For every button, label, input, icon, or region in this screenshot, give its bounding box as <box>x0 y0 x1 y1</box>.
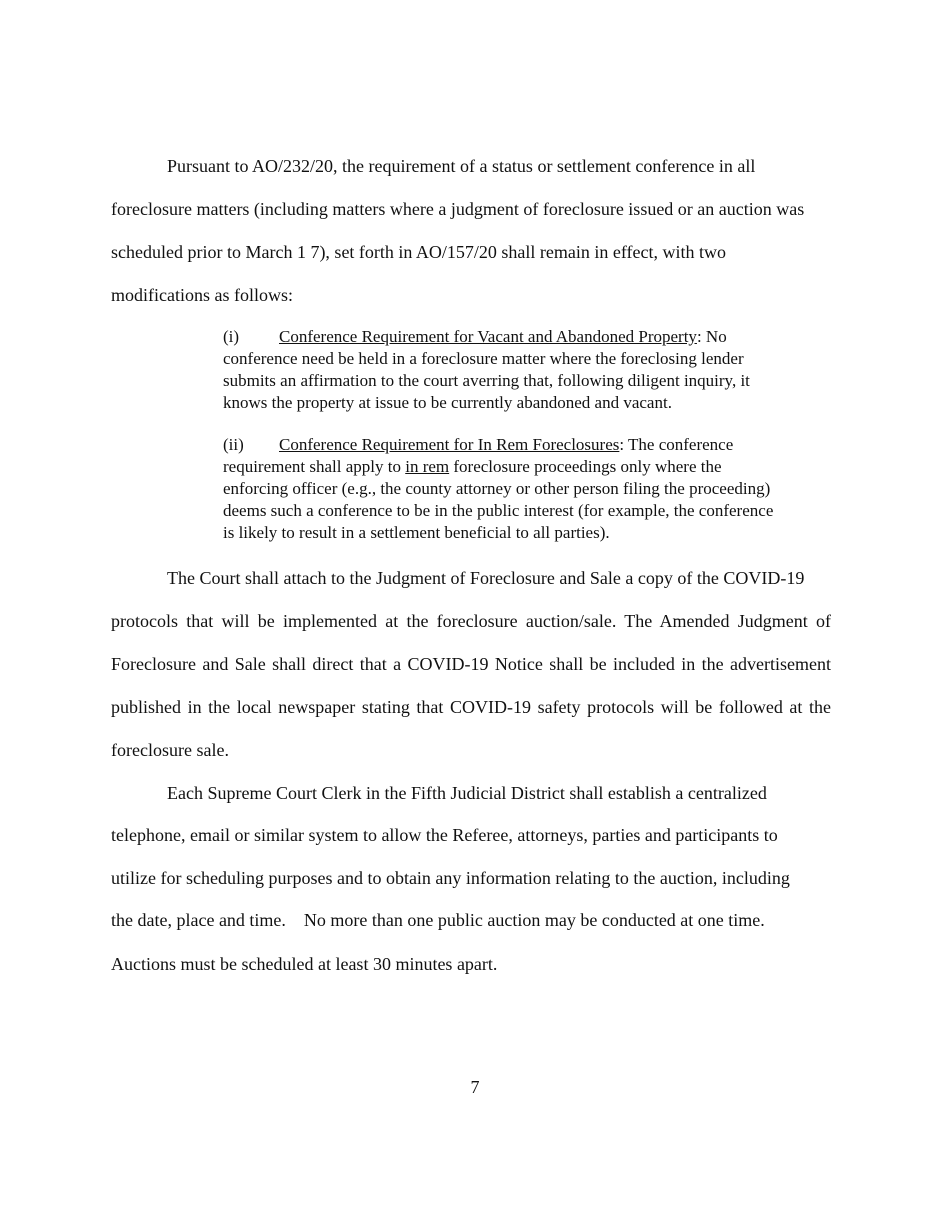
item-i-first-rest: : No <box>696 327 727 346</box>
item-ii-number: (ii) <box>223 435 244 454</box>
paragraph-2-line-4: published in the local newspaper stating that COVID-19 safety protocols will be followed at the <box>111 697 831 717</box>
paragraph-2-line-5: foreclosure sale. <box>111 740 229 760</box>
item-ii-line-1 <box>223 434 833 456</box>
paragraph-2-line-2: protocols that will be implemented at the foreclosure auction/sale. The Amended Judgment of <box>111 611 831 631</box>
item-ii-line-2-pre: requirement shall apply to <box>223 457 406 476</box>
paragraph-3-line-3: utilize for scheduling purposes and to obtain any information relating to the auction, including <box>111 868 790 888</box>
item-i-number: (i) <box>223 327 240 346</box>
item-i-line-3: submits an affirmation to the court averring that, following diligent inquiry, it <box>223 371 750 390</box>
item-ii-line-2-post: foreclosure proceedings only where the <box>449 457 722 476</box>
paragraph-3-line-2: telephone, email or similar system to allow the Referee, attorneys, parties and participants to <box>111 825 778 845</box>
item-ii-first-rest: : The conference <box>619 435 734 454</box>
item-ii-line-5: is likely to result in a settlement beneficial to all parties). <box>223 523 610 542</box>
item-i-line-4: knows the property at issue to be currently abandoned and vacant. <box>223 393 672 412</box>
paragraph-1-line-2: foreclosure matters (including matters where a judgment of foreclosure issued or an auction was <box>111 199 805 219</box>
paragraph-3-line-1: Each Supreme Court Clerk in the Fifth Judicial District shall establish a centralized <box>167 783 767 803</box>
item-i-line-2: conference need be held in a foreclosure matter where the foreclosing lender <box>223 349 744 368</box>
item-ii-line-4: deems such a conference to be in the public interest (for example, the conference <box>223 501 774 520</box>
item-i-heading: Conference Requirement for Vacant and Abandoned Property <box>279 327 697 346</box>
item-ii-line-2 <box>223 456 833 478</box>
paragraph-3-line-5: Auctions must be scheduled at least 30 minutes apart. <box>111 954 498 974</box>
paragraph-2-line-1: The Court shall attach to the Judgment of Foreclosure and Sale a copy of the COVID-19 <box>167 568 805 588</box>
page-number: 7 <box>470 1077 480 1097</box>
paragraph-3-line-4: the date, place and time. No more than one public auction may be conducted at one time. <box>111 910 765 930</box>
item-ii-in-rem: in rem <box>405 457 450 476</box>
item-ii-line-3: enforcing officer (e.g., the county attorney or other person filing the proceeding) <box>223 479 771 498</box>
paragraph-1-line-1: Pursuant to AO/232/20, the requirement of a status or settlement conference in all <box>167 156 756 176</box>
paragraph-1-line-4: modifications as follows: <box>111 285 293 305</box>
item-i-line-1 <box>223 326 833 348</box>
paragraph-1-line-3: scheduled prior to March 1 7), set forth in AO/157/20 shall remain in effect, with two <box>111 242 727 262</box>
paragraph-2-line-3: Foreclosure and Sale shall direct that a COVID-19 Notice shall be included in the advertisement <box>111 654 831 674</box>
item-ii-heading: Conference Requirement for In Rem Foreclosures <box>279 435 620 454</box>
